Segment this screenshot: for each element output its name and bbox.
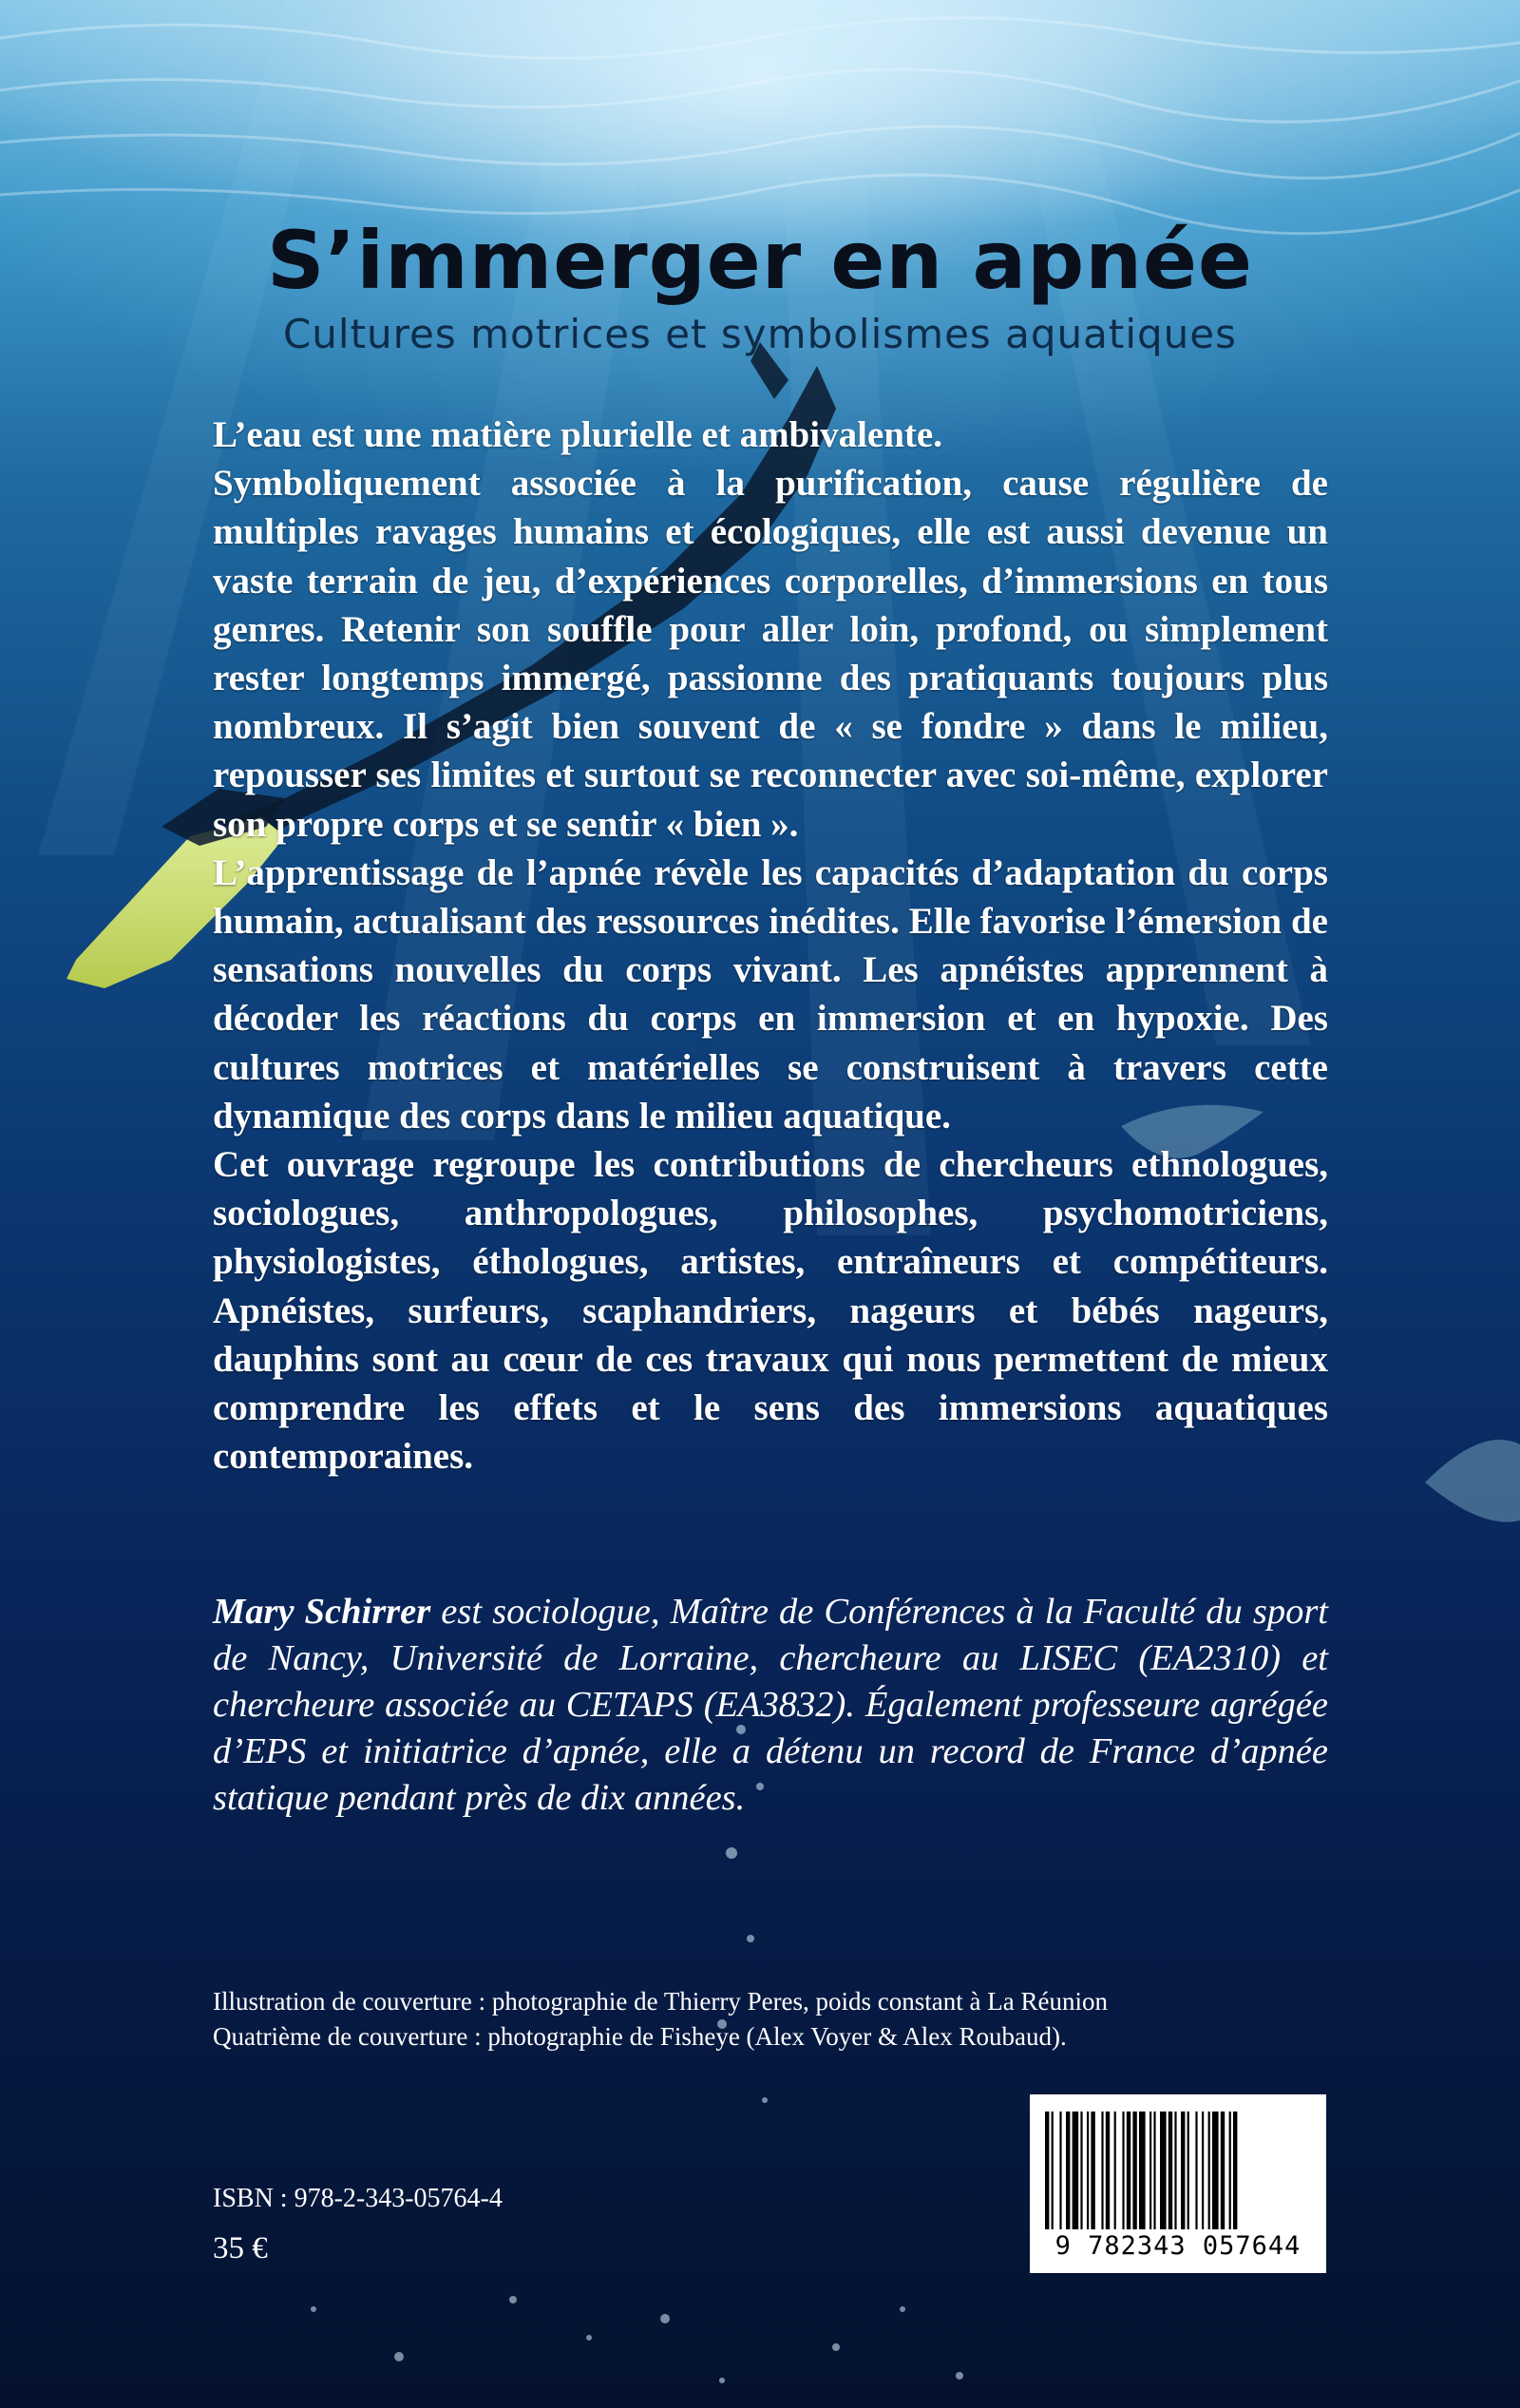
summary-paragraph: Cet ouvrage regroupe les contributions de chercheurs ethnologues, sociologues, anthropologues, philosophes, psychomotriciens, physiologistes, éthologues, artistes, entraîneurs et compétiteurs. Apnéistes, surfeurs, scaphandriers, nageurs et bébés nageurs, dauphins sont au cœur de ces travaux qui nous permettent de mieux comprendre les effets et le sens des immersions aquatiques contemporaines. xyxy=(213,1144,1328,1478)
barcode-bar xyxy=(1087,2112,1089,2229)
author-name: Mary Schirrer xyxy=(213,1592,431,1632)
barcode-bar xyxy=(1188,2112,1189,2229)
barcode-bar xyxy=(1212,2112,1219,2229)
summary-paragraph: L’apprentissage de l’apnée révèle les capacités d’adaptation du corps humain, actualisant des ressources inédites. Elle favorise l’émersion de sensations nouvelles du corps vivant. Les apnéistes apprennent à décoder les réactions du corps en immersion et en hypoxie. Des cultures motrices et matérielles se construisent à travers cette dynamique des corps dans le milieu aquatique. xyxy=(213,851,1328,1137)
barcode-number: 9 782343 057644 xyxy=(1054,2231,1302,2261)
book-title: S’immerger en apnée xyxy=(267,214,1253,307)
barcode-bars xyxy=(1041,2112,1315,2229)
barcode-bar xyxy=(1153,2112,1155,2229)
barcode-bar xyxy=(1114,2112,1116,2229)
barcode-bar xyxy=(1132,2112,1136,2229)
barcode-bar xyxy=(1080,2112,1082,2229)
barcode-bar xyxy=(1139,2112,1146,2229)
summary-paragraph: L’eau est une matière plurielle et ambivalente. xyxy=(213,414,942,455)
book-summary xyxy=(213,411,1328,1481)
barcode xyxy=(1030,2094,1326,2273)
photo-credits xyxy=(213,1984,1258,2054)
barcode-bar xyxy=(1066,2112,1070,2229)
barcode-bar xyxy=(1202,2112,1204,2229)
barcode-bar xyxy=(1122,2112,1124,2229)
barcode-bar xyxy=(1229,2112,1231,2229)
barcode-bar xyxy=(1174,2112,1176,2229)
credit-line: Illustration de couverture : photographie de Thierry Peres, poids constant à La Réunion xyxy=(213,1987,1108,2016)
book-subtitle: Cultures motrices et symbolismes aquatiques xyxy=(282,311,1238,357)
barcode-bar xyxy=(1106,2112,1110,2229)
barcode-bar xyxy=(1052,2112,1054,2229)
barcode-bar xyxy=(1233,2112,1237,2229)
barcode-bar xyxy=(1221,2112,1225,2229)
barcode-bar xyxy=(1160,2112,1167,2229)
barcode-bar xyxy=(1181,2112,1185,2229)
author-bio xyxy=(213,1589,1328,1822)
summary-paragraph: Symboliquement associée à la purification, cause régulière de multiples ravages humains et écologiques, elle est aussi devenue un vaste terrain de jeu, d’expériences corporelles, d’immersions en tous genres. Retenir son souffle pour aller loin, profond, ou simplement rester longtemps immergé, passionne des pratiquants toujours plus nombreux. Il s’agit bien souvent de « se fondre » dans le milieu, repousser ses limites et surtout se reconnecter avec soi-même, explorer son propre corps et se sentir « bien ». xyxy=(213,463,1328,845)
credit-line: Quatrième de couverture : photographie de Fisheye (Alex Voyer & Alex Roubaud). xyxy=(213,2022,1067,2051)
price: 35 € xyxy=(213,2231,268,2265)
barcode-bar xyxy=(1059,2112,1061,2229)
barcode-bar xyxy=(1101,2112,1103,2229)
barcode-bar xyxy=(1150,2112,1151,2229)
author-bio-text: est sociologue, Maître de Conférences à la Faculté du sport de Nancy, Université de Lorraine, chercheure au LISEC (EA2310) et chercheure associée au CETAPS (EA3832). Également professeure agrégée d’EPS et initiatrice d’apnée, elle a détenu un record de France d’apnée statique pendant près de dix années. xyxy=(213,1592,1328,1818)
barcode-bar xyxy=(1091,2112,1094,2229)
barcode-bar xyxy=(1127,2112,1130,2229)
barcode-bar xyxy=(1208,2112,1210,2229)
barcode-bar xyxy=(1168,2112,1172,2229)
barcode-bar xyxy=(1195,2112,1197,2229)
isbn: ISBN : 978-2-343-05764-4 xyxy=(213,2184,503,2213)
barcode-bar xyxy=(1073,2112,1079,2229)
barcode-bar xyxy=(1045,2112,1049,2229)
